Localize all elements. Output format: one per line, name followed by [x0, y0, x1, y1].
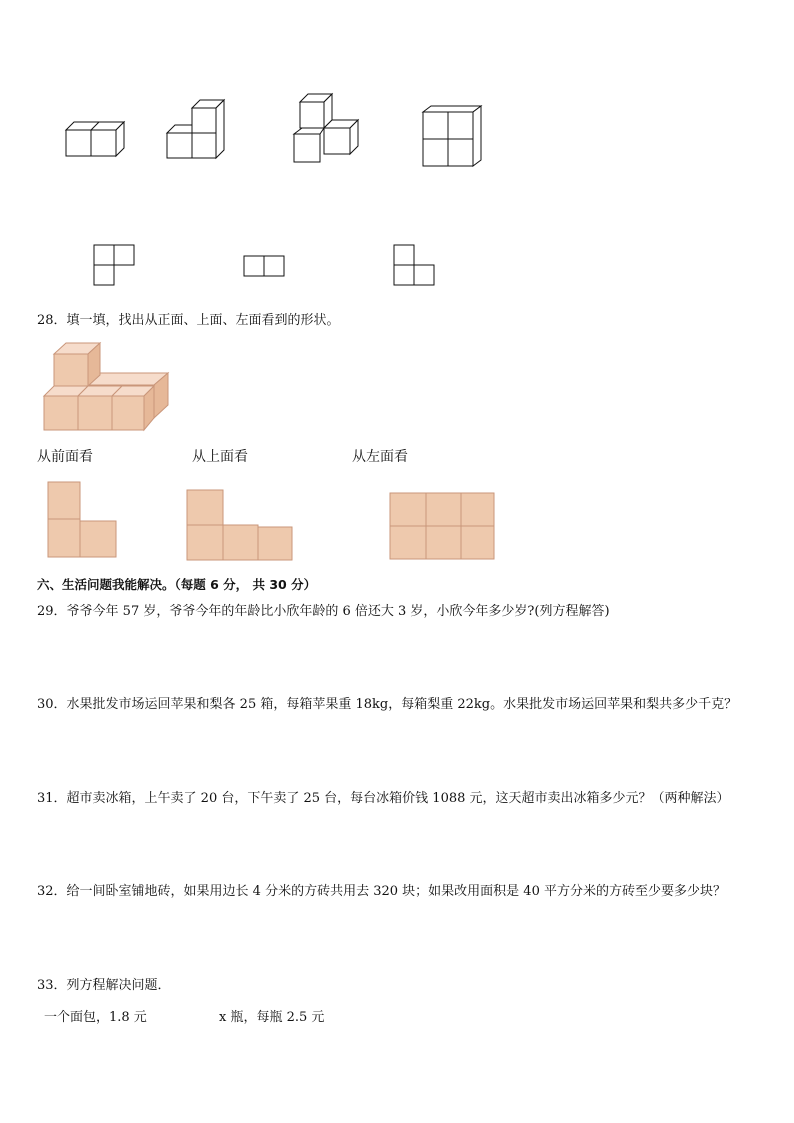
question-text: 列方程解决问题． — [66, 978, 171, 993]
question-28 — [37, 312, 340, 330]
question-number: 31． — [37, 791, 67, 806]
question-number: 29． — [37, 604, 67, 619]
question-31 — [37, 790, 730, 808]
question-text: 超市卖冰箱，上午卖了 20 台，下午卖了 25 台，每台冰箱价钱 1088 元，这天超市卖出冰箱多少元？（两种解法） — [66, 791, 730, 806]
question-number: 32． — [37, 884, 67, 899]
question-text: 给一间卧室铺地砖，如果用边长 4 分米的方砖共用去 320 块；如果改用面积是 40 平方分米的方砖至少要多少块？ — [66, 884, 726, 899]
question-text: 爷爷今年 57 岁，爷爷今年的年龄比小欣年龄的 6 倍还大 3 岁，小欣今年多少岁?(列方程解答) — [66, 604, 610, 619]
question-33 — [37, 977, 171, 995]
cube-figure-4 — [418, 104, 488, 168]
question-32 — [37, 883, 726, 901]
cube-figure-2 — [162, 98, 232, 162]
question-number: 33． — [37, 978, 67, 993]
question-text: 水果批发市场运回苹果和梨各 25 箱，每箱苹果重 18kg，每箱梨重 22kg。水果批发市场运回苹果和梨共多少千克？ — [66, 697, 738, 712]
question-29 — [37, 603, 610, 621]
question-number: 30． — [37, 697, 67, 712]
front-view-shape — [48, 481, 120, 561]
question-text: 填一填，找出从正面、上面、左面看到的形状。 — [66, 313, 340, 328]
label-front-view: 从前面看 — [37, 449, 93, 465]
label-top-view: 从上面看 — [192, 449, 248, 465]
question-30 — [37, 696, 737, 714]
q33-item-bread: 一个面包，1.8 元 — [44, 1010, 147, 1025]
question-number: 28． — [37, 313, 67, 328]
view-shape-2 — [244, 256, 288, 280]
cube-stack-figure — [40, 340, 175, 435]
left-view-shape — [389, 492, 499, 564]
cube-figure-1 — [60, 115, 130, 160]
cube-figure-3 — [290, 92, 362, 164]
q33-item-bottles: x 瓶，每瓶 2.5 元 — [219, 1010, 325, 1025]
view-shape-1 — [94, 245, 138, 289]
section-6-title: 六、生活问题我能解决。（每题 6 分， 共 30 分） — [37, 577, 317, 592]
view-shape-3 — [394, 245, 438, 289]
top-view-shape — [186, 489, 296, 563]
label-left-view: 从左面看 — [352, 449, 408, 465]
